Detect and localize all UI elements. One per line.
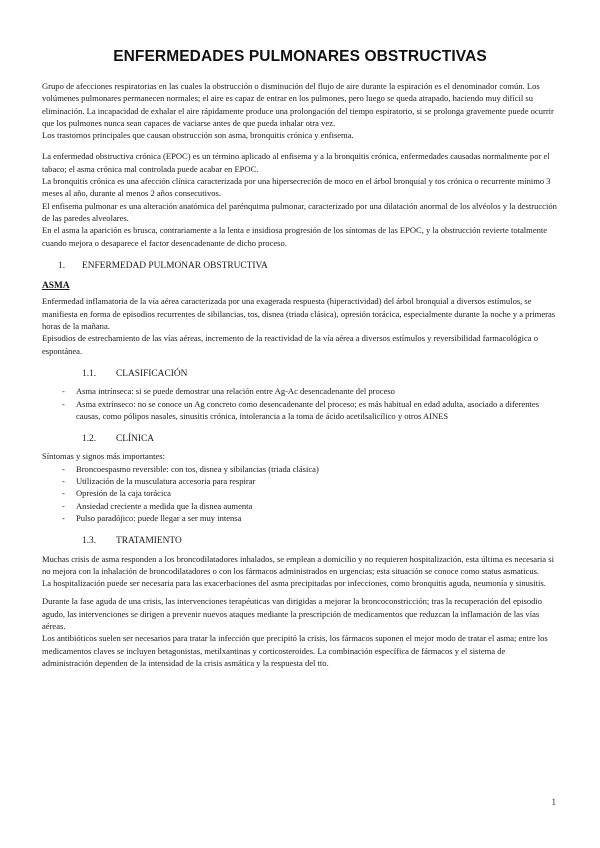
list-item: - Ansiedad creciente a medida que la disnea aumenta xyxy=(42,500,558,512)
list-item: - Asma intrínseca: si se puede demostrar una relación entre Ag-Ac desencadenante del proceso xyxy=(42,385,558,397)
tratamiento-paragraph: Los antibióticos suelen ser necesarios para tratar la infección que precipitó la crisis, los fármacos suponen el mejor modo de tratar el asma; entre los medicamentos claves se incluyen betagonistas, metilxantinas y corticosteroides. La combinación específica de fármacos y el sistema de administración dependen de la intensidad de la crisis asmática y la respuesta del tto. xyxy=(42,633,548,668)
list-item: - Broncoespasmo reversible: con tos, disnea y sibilancias (triada clásica) xyxy=(42,463,558,475)
subsection-number: 1.3. xyxy=(82,536,97,547)
asma-heading: ASMA xyxy=(42,281,70,292)
document-body xyxy=(42,80,558,669)
asma-paragraph: Episodios de estrechamiento de las vías aéreas, incremento de la reactividad de la vía aérea a diversos estímulos y reversibilidad farmacológica o espontánea. xyxy=(42,333,538,356)
subsection-number: 1.1. xyxy=(82,368,97,379)
section-heading xyxy=(42,260,558,272)
epoc-paragraph: La bronquitis crónica es una afección clínica caracterizada por una hipersecreción de moco en el árbol bronquial y tos crónica o recurrente mínimo 3 meses al año, durante al menos 2 años consecutivos. xyxy=(42,176,551,199)
list-item: - Pulso paradójico: puede llegar a ser muy intensa xyxy=(42,512,558,524)
intro-paragraph: Los trastornos principales que causan obstrucción son asma, bronquitis crónica y enfisema. xyxy=(42,130,354,141)
clinica-lead: Síntomas y signos más importantes: xyxy=(42,451,165,462)
subsection-heading-tratamiento xyxy=(42,535,558,547)
subsection-heading-clinica xyxy=(42,433,558,445)
list-item: - Opresión de la caja torácica xyxy=(42,487,558,499)
subsection-heading-clasificacion xyxy=(42,368,558,380)
tratamiento-paragraph: Durante la fase aguda de una crisis, las intervenciones terapéuticas van dirigidas a mejorar la broncoconstricción; tras la recuperación del episodio agudo, las intervenciones se dirigen a prevenir nuevos ataques mediante la prescripción de medicamentos que reduzcan la inflamación de las vías aéreas. xyxy=(42,596,543,631)
subsection-number: 1.2. xyxy=(82,434,97,445)
subsection-title: TRATAMIENTO xyxy=(116,536,182,547)
epoc-paragraph: En el asma la aparición es brusca, contrariamente a la lenta e insidiosa progresión de los síntomas de las EPOC, y la obstrucción revierte totalmente cuando mejora o desaparece el factor desencadenante de dicho proceso. xyxy=(42,225,548,248)
tratamiento-paragraph: La hospitalización puede ser necesaria para las exacerbaciones del asma precipitadas por infecciones, como bronquitis aguda, neumonía y sinusitis. xyxy=(42,578,546,589)
page-title: ENFERMEDADES PULMONARES OBSTRUCTIVAS xyxy=(113,48,487,65)
subsection-title: CLÍNICA xyxy=(116,434,155,445)
clasificacion-list xyxy=(42,385,558,422)
epoc-paragraph: La enfermedad obstructiva crónica (EPOC) es un término aplicado al enfisema y a la bronquitis crónica, enfermedades causadas normalmente por el tabaco; el asma crónica mal controlada puede acabar en EPOC. xyxy=(42,151,550,174)
intro-paragraph: Grupo de afecciones respiratorias en las cuales la obstrucción o disminución del flujo de aire durante la espiración es el denominador común. Los volúmenes pulmonares permanecen normales; el aire es capaz de entrar en los pulmones, pero luego se queda atrapado, haciendo muy difícil su eliminación. La incapacidad de exhalar el aire rápidamente produce una prolongación del tiempo espiratorio, si se prolonga gravemente puede ocurrir que los pulmones nunca sean capaces de vaciarse antes de que pueda inhalar otra vez. xyxy=(42,81,554,128)
clinica-list xyxy=(42,463,558,524)
asma-paragraph: Enfermedad inflamatoria de la vía aérea caracterizada por una exagerada respuesta (hiperactividad) del árbol bronquial a diversos estímulos, se manifiesta en forma de episodios recurrentes de sibilancias, tos, disnea (triada clásica), opresión torácica, especialmente durante la noche y a primeras horas de la mañana. xyxy=(42,296,556,332)
epoc-paragraph: El enfisema pulmonar es una alteración anatómica del parénquima pulmonar, caracterizado por una dilatación anormal de los alvéolos y la destrucción de las paredes alveolares. xyxy=(42,200,557,223)
list-item: - Asma extrínseco: no se conoce un Ag concreto como desencadenante del proceso; es más habitual en edad adulta, asociado a diferentes causas, como pólipos nasales, sinusitis crónica, intolerancia a la toma de ácido acetilsalicílico y otros AINES xyxy=(42,398,558,423)
tratamiento-paragraph: Muchas crisis de asma responden a los broncodilatadores inhalados, se emplean a domicilio y no requieren hospitalización, esta última es necesaria si no mejora con la inhalación de broncodilatadores o con los fármacos administrados en urgencias; esta situación se conoce como status asmaticus. xyxy=(42,553,554,576)
page-number: 1 xyxy=(551,797,556,807)
list-item: - Utilización de la musculatura accesoria para respirar xyxy=(42,475,558,487)
section-title: ENFERMEDAD PULMONAR OBSTRUCTIVA xyxy=(82,260,268,271)
section-number: 1. xyxy=(58,260,66,271)
subsection-title: CLASIFICACIÓN xyxy=(116,368,188,379)
